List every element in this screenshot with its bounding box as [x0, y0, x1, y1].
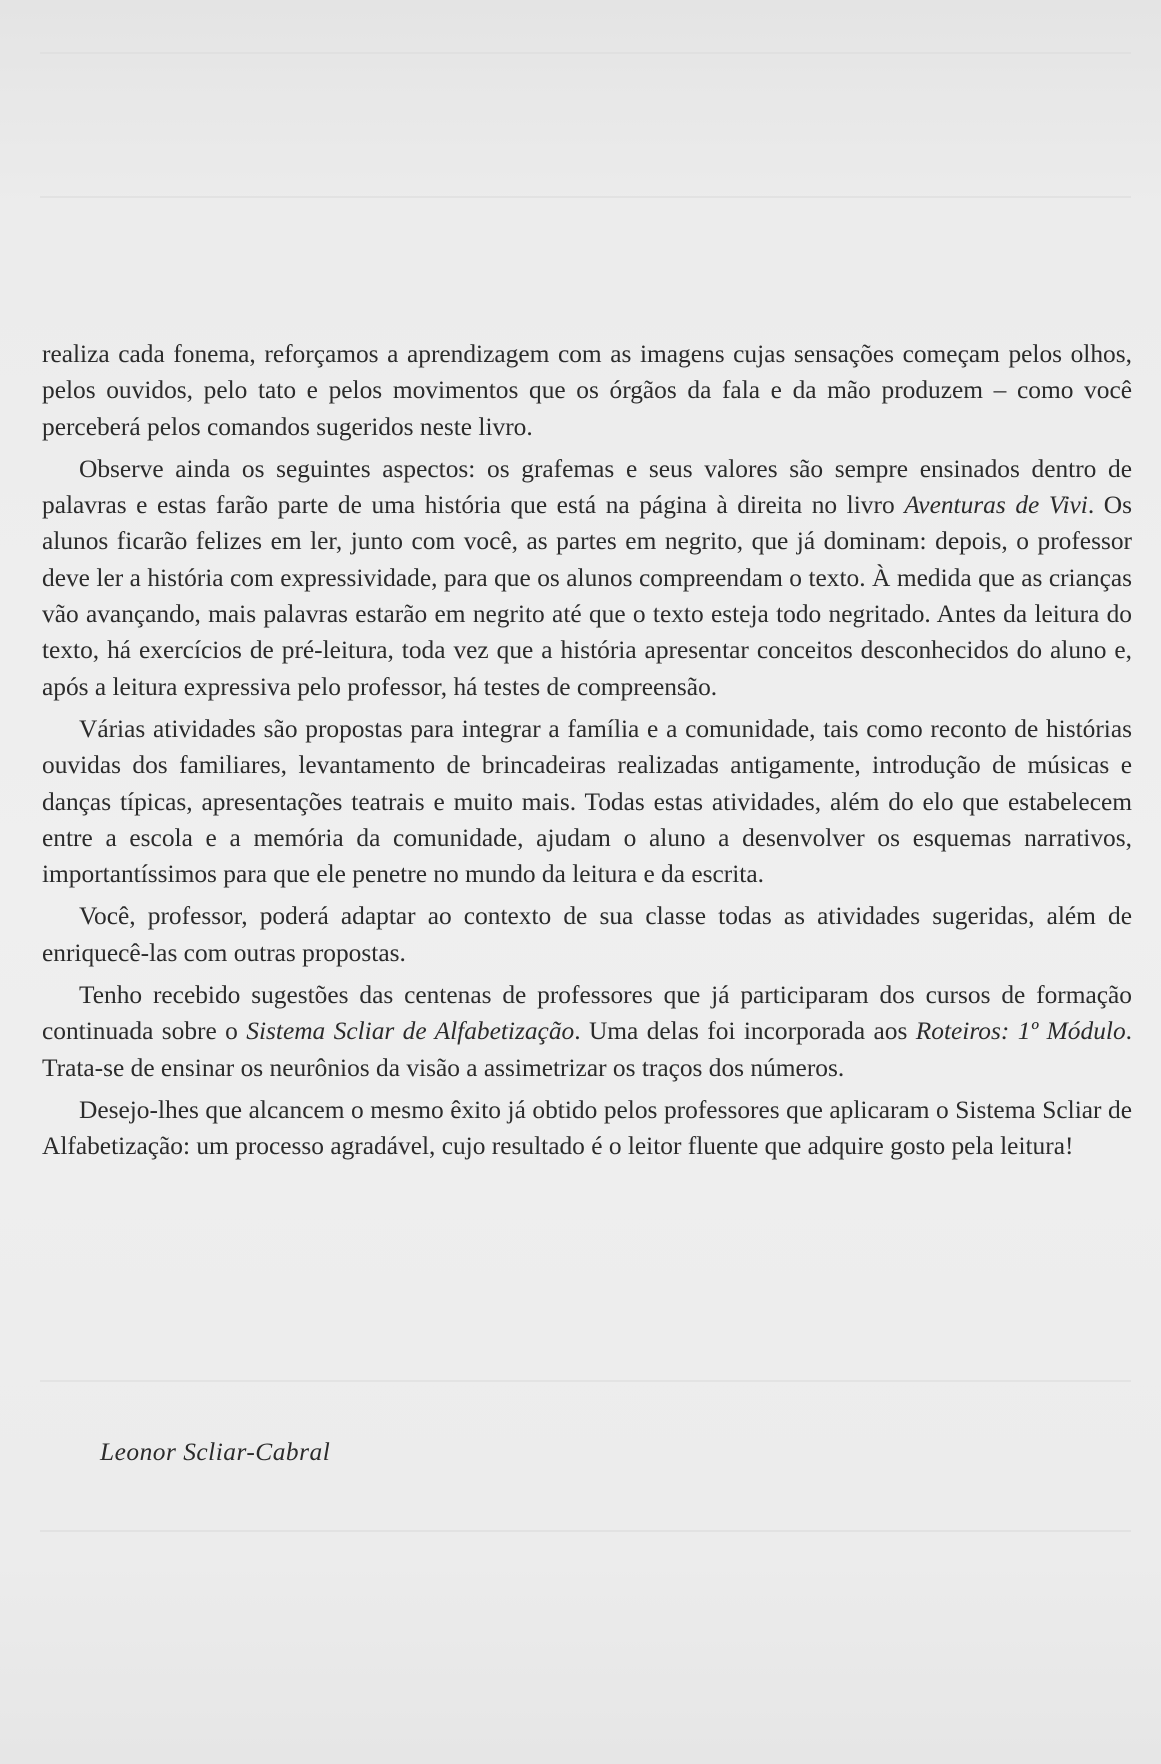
text-run: . Os alunos ficarão felizes em ler, junto com você, as partes em negrito, que já dominam: depois, o professor deve ler a história com expressividade, para que os alunos compreendam o texto. À medida que as crianças vão avançando, mais palavras estarão em negrito até que o texto esteja todo negritado. Antes da leitura do texto, há exercícios de pré-leitura, toda vez que a história apresentar conceitos desconhecidos do aluno e, após a leitura expressiva pelo professor, há testes de compreensão. — [42, 491, 1132, 701]
author-signature: Leonor Scliar-Cabral — [100, 1438, 331, 1466]
text-run: . Uma delas foi incorporada aos — [574, 1017, 916, 1046]
show-through-line — [40, 196, 1131, 198]
paragraph — [42, 336, 1132, 445]
text-run: realiza cada fonema, reforçamos a aprendizagem com as imagens cujas sensações começam pelos olhos, pelos ouvidos, pelo tato e pelos movimentos que os órgãos da fala e da mão produzem – como você perceberá pelos comandos sugeridos neste livro. — [42, 340, 1132, 441]
text-run: Tenho recebido sugestões das centenas de professores que já participaram dos cursos de formação continuada sobre o — [42, 981, 1132, 1046]
text-run: Várias atividades são propostas para integrar a família e a comunidade, tais como reconto de histórias ouvidas dos familiares, levantamento de brincadeiras realizadas antigamente, introdução de músicas e danças típicas, apresentações teatrais e muito mais. Todas estas atividades, além do elo que estabelecem entre a escola e a memória da comunidade, ajudam o aluno a desenvolver os esquemas narrativos, importantíssimos para que ele penetre no mundo da leitura e da escrita. — [42, 714, 1132, 889]
text-run: Desejo-lhes que alcancem o mesmo êxito já obtido pelos professores que aplicaram o Sistema Scliar de Alfabetização: um processo agradável, cujo resultado é o leitor fluente que adquire gosto pela leitura! — [42, 1095, 1132, 1161]
italic-title: Aventuras de Vivi — [904, 491, 1088, 520]
paragraph — [42, 977, 1132, 1086]
show-through-line — [40, 1530, 1131, 1532]
show-through-line — [40, 1380, 1131, 1382]
show-through-line — [40, 52, 1131, 54]
italic-title: Sistema Scliar de Alfabetização — [246, 1017, 575, 1046]
paragraph — [42, 1092, 1132, 1165]
text-run: . Trata-se de ensinar os neurônios da visão a assimetrizar os traços dos números. — [42, 1017, 1132, 1082]
text-run: Você, professor, poderá adaptar ao contexto de sua classe todas as atividades sugeridas, além de enriquecê-las com outras propostas. — [42, 902, 1132, 967]
paragraph — [42, 898, 1132, 971]
italic-title: Roteiros: 1º Módulo — [915, 1017, 1126, 1046]
text-run: Observe ainda os seguintes aspectos: os grafemas e seus valores são sempre ensinados dentro de palavras e estas farão parte de uma história que está na página à direita no livro — [42, 454, 1132, 520]
paragraph — [42, 451, 1132, 705]
body-text — [42, 336, 1132, 1171]
paragraph — [42, 711, 1132, 892]
